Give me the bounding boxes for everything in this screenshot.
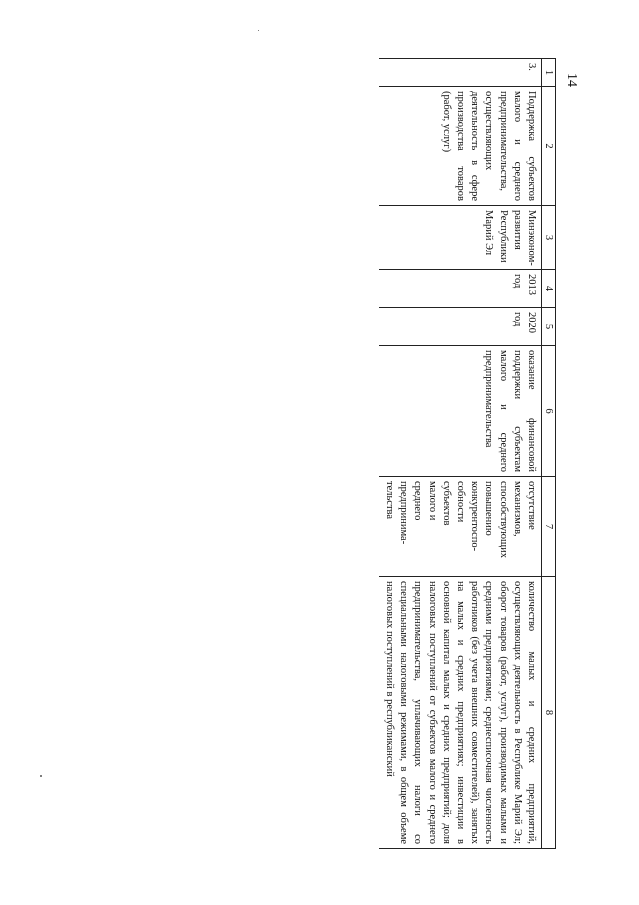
start-year: 2013 год (379, 270, 542, 308)
end-year: 2020 год (379, 308, 542, 346)
header-cell-8: 8 (542, 577, 556, 849)
page-number: 14 (564, 73, 579, 87)
header-row (542, 59, 556, 849)
executor: Минэконом- развития Республики Марий Эл (379, 206, 542, 270)
header-cell-1: 1 (542, 59, 556, 87)
scan-speck (258, 30, 259, 31)
table-row (379, 59, 542, 849)
header-cell-3: 3 (542, 206, 556, 270)
rotated-table-wrapper (136, 58, 556, 848)
header-cell-5: 5 (542, 308, 556, 346)
consequences: отсутствие механизмов, способствующих повышению конкурентоспо- собности субъектов малого и среднего предпринима- тельства (379, 477, 542, 577)
event-content: оказание финансовой поддержки субъектам малого и среднего предпринимательства (379, 346, 542, 477)
scan-speck (40, 775, 42, 777)
header-cell-7: 7 (542, 477, 556, 577)
program-table (379, 58, 556, 849)
row-number: 3. (379, 59, 542, 87)
indicators: количество малых и средних предприятий, осуществляющих деятельность в Республике Марий Эл; оборот товаров (работ, услуг), производимых малыми и средними предприятиями; среднесписочная численность работников (без учета внешних совместителей), занятых на малых и средних предприятиях; инвестиции в основной капитал малых и средних предприятий; доля налоговых поступлений от субъектов малого и среднего предпринимательства, уплачивающих налоги со специальными налоговыми режимами, в общем объеме налоговых поступлений в республиканский (379, 577, 542, 849)
header-cell-4: 4 (542, 270, 556, 308)
event-name: Поддержка субъектов малого и среднего предпринимательства, осуществляющих деятельность в сфере производства товаров (работ, услуг) (379, 87, 542, 206)
header-cell-6: 6 (542, 346, 556, 477)
header-cell-2: 2 (542, 87, 556, 206)
